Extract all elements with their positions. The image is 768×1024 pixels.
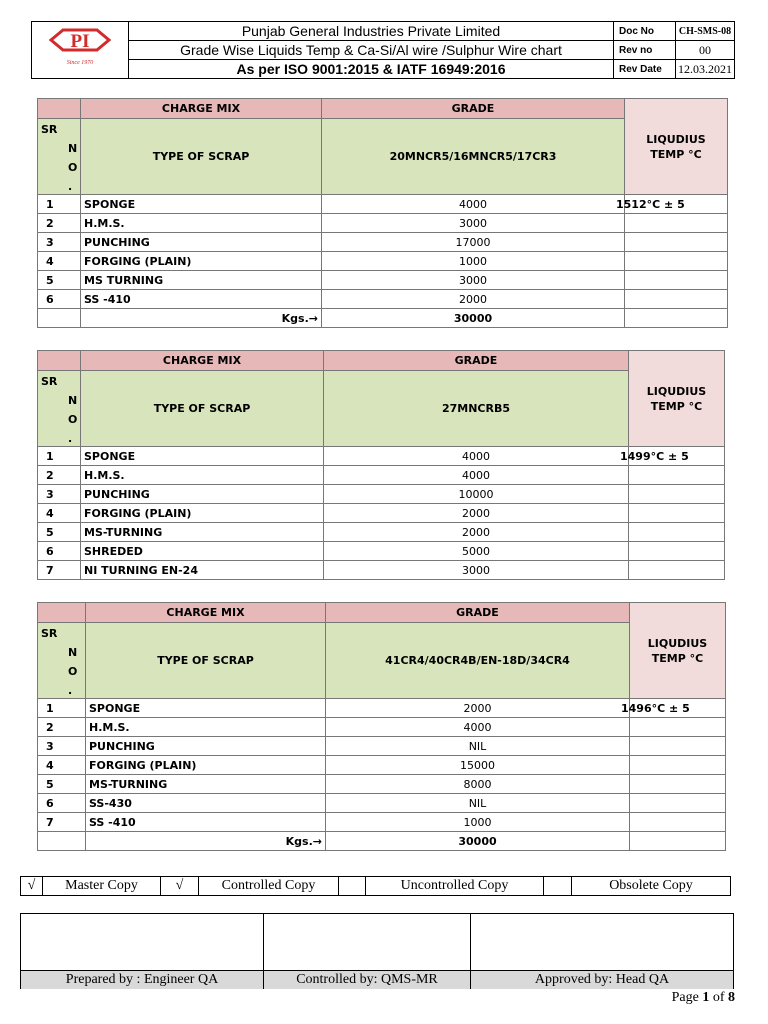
master-copy-checkbox[interactable]: √ [21,877,43,895]
table-row [38,542,725,561]
rev-no-label: Rev no [614,41,676,60]
quantity: 3000 [322,214,625,233]
table-row [38,737,726,756]
sr-number: 3 [38,485,81,504]
liquidus-temp [630,737,726,756]
quantity: 3000 [322,271,625,290]
liquidus-temp-heading: LIQUDIUS TEMP °C [630,603,726,699]
liquidus-temp [625,214,728,233]
sr-number: 1 [38,447,81,466]
type-of-scrap-heading: TYPE OF SCRAP [81,119,322,195]
type-of-scrap-heading: TYPE OF SCRAP [86,623,326,699]
charge-mix-heading: CHARGE MIX [81,351,324,371]
sr-no-heading: SR N O . [38,623,86,699]
grade-name: 20MNCR5/16MNCR5/17CR3 [322,119,625,195]
grade-name: 27MNCRB5 [324,371,629,447]
sr-number: 7 [38,561,81,580]
uncontrolled-copy-checkbox[interactable] [339,877,366,895]
copy-status-bar [20,876,731,896]
rev-no-value: 00 [676,41,734,60]
total-label: Kgs.→ [86,832,326,851]
scrap-type: H.M.S. [81,214,322,233]
quantity: 5000 [324,542,629,561]
prepared-signature-box [21,914,264,970]
liquidus-temp [630,813,726,832]
table-row [38,271,728,290]
doc-no-value: CH-SMS-08 [676,22,734,41]
liquidus-temp: 1496°C ± 5 [618,699,714,718]
scrap-type: SS -410 [86,813,326,832]
liquidus-temp-heading: LIQUDIUS TEMP °C [629,351,725,447]
approved-signature-box [471,914,733,970]
table-row [38,561,725,580]
table-row [38,252,728,271]
quantity: NIL [326,737,630,756]
quantity: 17000 [322,233,625,252]
page-number: Page 1 of 8 [671,990,735,1005]
controlled-copy-label: Controlled Copy [199,877,339,895]
sr-number: 6 [38,290,81,309]
header-spacer [38,603,86,623]
quantity: 1000 [326,813,630,832]
table-row [38,214,728,233]
scrap-type: H.M.S. [81,466,324,485]
scrap-type: FORGING (PLAIN) [86,756,326,775]
scrap-type: MS-TURNING [86,775,326,794]
liquidus-temp [629,504,725,523]
grade-name: 41CR4/40CR4B/EN-18D/34CR4 [326,623,630,699]
quantity: 2000 [324,523,629,542]
approved-by-label: Approved by: Head QA [471,970,733,989]
charge-mix-heading: CHARGE MIX [86,603,326,623]
scrap-type: PUNCHING [81,485,324,504]
quantity: 4000 [324,466,629,485]
table-row [38,756,726,775]
sr-number: 4 [38,756,86,775]
controlled-signature-box [264,914,471,970]
liquidus-temp: 1499°C ± 5 [617,447,713,466]
svg-text:Since 1970: Since 1970 [66,60,94,66]
table-row [38,466,725,485]
table-row [38,699,726,718]
quantity: 4000 [322,195,625,214]
table-row [38,775,726,794]
grade-heading: GRADE [326,603,630,623]
prepared-by-label: Prepared by : Engineer QA [21,970,264,989]
sr-no-heading: SR N O . [38,371,81,447]
sr-number: 3 [38,737,86,756]
charge-mix-table-3 [37,602,726,851]
sr-number: 6 [38,542,81,561]
header-spacer [38,99,81,119]
total-value: 30000 [326,832,630,851]
sr-number: 2 [38,214,81,233]
sr-number: 1 [38,699,86,718]
quantity: 2000 [324,504,629,523]
controlled-by-label: Controlled by: QMS-MR [264,970,471,989]
scrap-type: PUNCHING [86,737,326,756]
scrap-type: FORGING (PLAIN) [81,252,322,271]
liquidus-temp [630,756,726,775]
quantity: 4000 [326,718,630,737]
quantity: 1000 [322,252,625,271]
quantity: 2000 [322,290,625,309]
sr-number: 4 [38,504,81,523]
quantity: 4000 [324,447,629,466]
company-name: Punjab General Industries Private Limited [129,22,614,41]
liquidus-temp: 1512°C ± 5 [613,195,716,214]
quantity: 3000 [324,561,629,580]
grade-heading: GRADE [324,351,629,371]
scrap-type: SPONGE [81,195,322,214]
obsolete-copy-label: Obsolete Copy [609,878,693,893]
liquidus-temp [625,233,728,252]
table-row [38,504,725,523]
table-row [38,290,728,309]
document-subtitle: Grade Wise Liquids Temp & Ca-Si/Al wire /Sulphur Wire chart [129,41,614,60]
sr-number: 4 [38,252,81,271]
table-row [38,523,725,542]
liquidus-temp [629,466,725,485]
liquidus-temp [625,290,728,309]
scrap-type: SS-430 [86,794,326,813]
charge-mix-heading: CHARGE MIX [81,99,322,119]
quantity: 15000 [326,756,630,775]
liquidus-temp [630,775,726,794]
uncontrolled-copy-label: Uncontrolled Copy [366,877,544,895]
sr-number: 2 [38,718,86,737]
total-label: Kgs.→ [81,309,322,328]
grade-heading: GRADE [322,99,625,119]
table-row [38,718,726,737]
rev-date-label: Rev Date [614,60,676,78]
liquidus-temp [629,561,725,580]
scrap-type: MS TURNING [81,271,322,290]
sr-number: 7 [38,813,86,832]
table-row [38,813,726,832]
document-header [31,21,735,79]
rev-date-value: 12.03.2021 [678,61,732,76]
header-spacer [38,351,81,371]
quantity: NIL [326,794,630,813]
table-row [38,447,725,466]
liquidus-temp [625,271,728,290]
scrap-type: MS-TURNING [81,523,324,542]
quantity: 10000 [324,485,629,504]
scrap-type: SPONGE [86,699,326,718]
sr-number: 2 [38,466,81,485]
sr-no-heading: SR N O . [38,119,81,195]
liquidus-temp [630,718,726,737]
scrap-type: FORGING (PLAIN) [81,504,324,523]
scrap-type: NI TURNING EN-24 [81,561,324,580]
liquidus-temp [629,523,725,542]
liquidus-temp [630,794,726,813]
liquidus-temp-heading: LIQUDIUS TEMP °C [625,99,728,195]
liquidus-temp [629,542,725,561]
controlled-copy-checkbox[interactable]: √ [161,877,199,895]
scrap-type: H.M.S. [86,718,326,737]
scrap-type: SPONGE [81,447,324,466]
charge-mix-table-1 [37,98,728,328]
master-copy-label: Master Copy [43,877,161,895]
scrap-type: PUNCHING [81,233,322,252]
svg-text:PI: PI [70,31,90,52]
table-row [38,233,728,252]
type-of-scrap-heading: TYPE OF SCRAP [81,371,324,447]
scrap-type: SHREDED [81,542,324,561]
doc-no-label: Doc No [614,22,676,41]
sr-number: 5 [38,775,86,794]
obsolete-copy-checkbox[interactable] [544,877,572,895]
sr-number: 3 [38,233,81,252]
sr-number: 1 [38,195,81,214]
sr-number: 5 [38,523,81,542]
scrap-type: SS -410 [81,290,322,309]
standard-reference: As per ISO 9001:2015 & IATF 16949:2016 [129,60,614,78]
total-value: 30000 [322,309,625,328]
company-logo [32,22,129,78]
sr-number: 6 [38,794,86,813]
quantity: 8000 [326,775,630,794]
quantity: 2000 [326,699,630,718]
pi-logo-icon [45,28,115,72]
signoff-block [20,913,734,989]
liquidus-temp [625,252,728,271]
sr-number: 5 [38,271,81,290]
table-row [38,195,728,214]
charge-mix-table-2 [37,350,725,580]
table-row [38,794,726,813]
liquidus-temp [629,485,725,504]
table-row [38,485,725,504]
